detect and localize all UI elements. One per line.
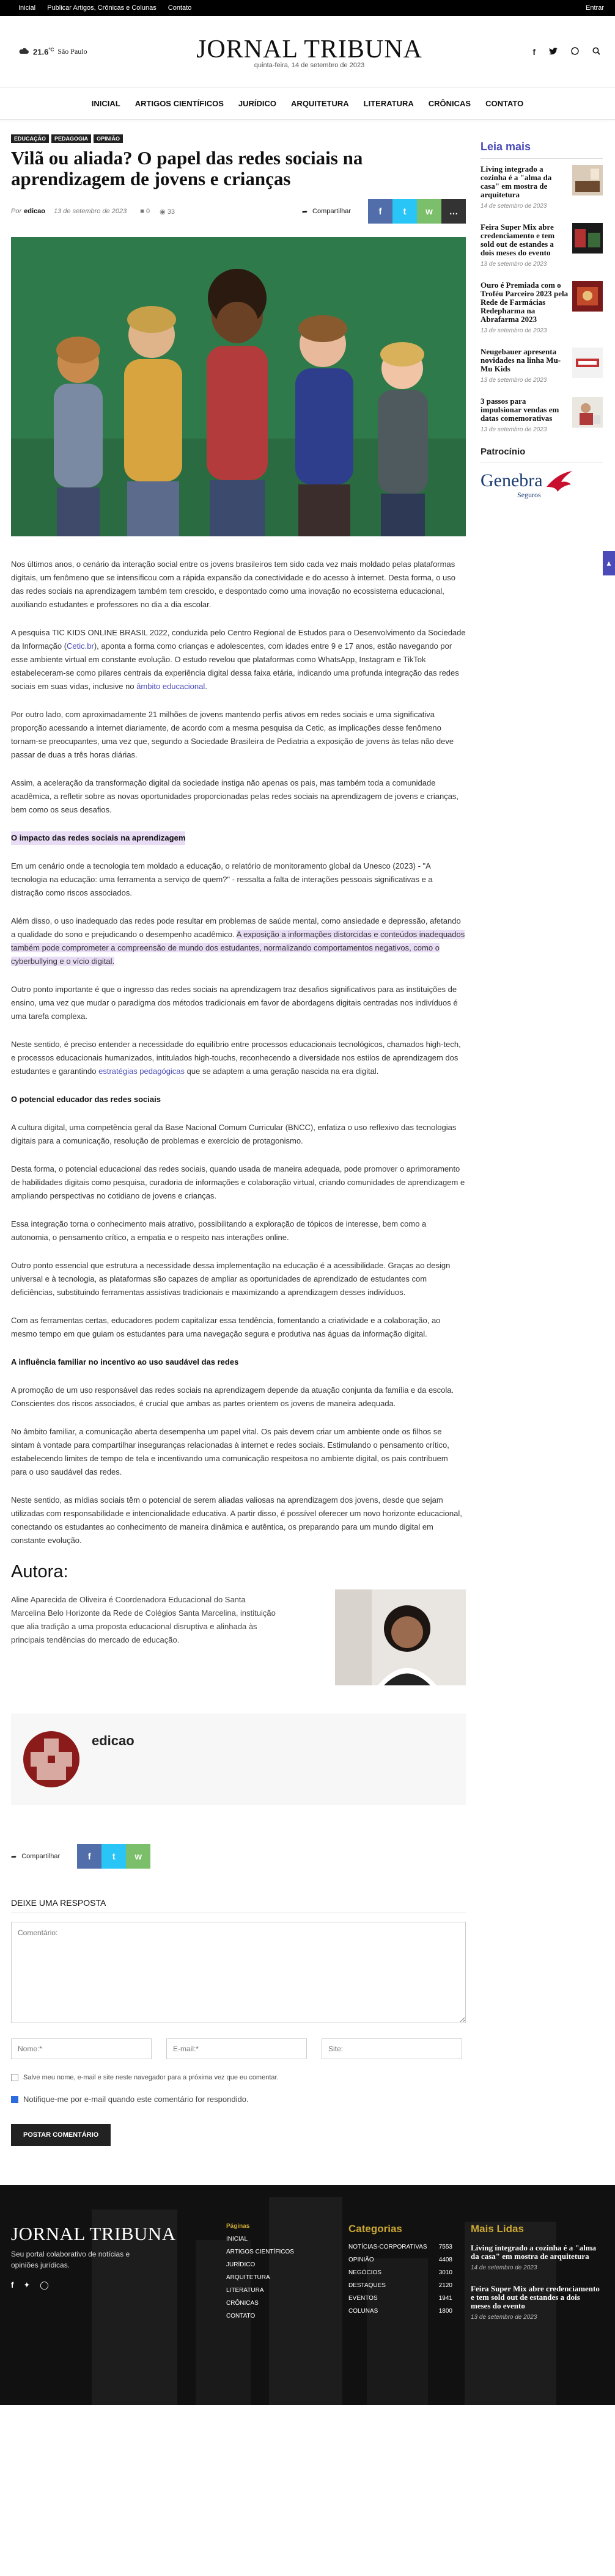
nav-inicial[interactable]: INICIAL (91, 99, 120, 108)
footer-twitter-icon[interactable]: ✦ (23, 2280, 31, 2290)
search-icon[interactable] (592, 47, 600, 57)
sidebar-thumb[interactable] (572, 281, 603, 312)
text-span: . (205, 682, 207, 691)
save-info-checkbox[interactable] (11, 2074, 18, 2081)
paragraph: Por outro lado, com aproximadamente 21 milhões de jovens mantendo perfis ativos em redes sociais e uma significativa proporção acessando a internet diariamente, de acordo com a mesma pesquisa da Cetic, as implicações desse fenômeno tornam-se preocupantes, uma vez que, segundo a Sociedade Brasileira de Pediatria a exposição de jovens às telas não deve passar de duas a três horas diárias. (11, 710, 454, 759)
weather-temp: 21.6 (33, 47, 49, 57)
bottom-share-facebook-button[interactable]: f (77, 1844, 101, 1869)
comments-count[interactable] (140, 208, 150, 216)
category-count: 2120 (438, 2282, 452, 2289)
text-span: Neste sentido, é preciso entender a necessidade do equilíbrio entre processos educacionais tecnológicos, chamados high-tech, e processos educacionais humanizados, intitulados high-touchs, reconhecendo a diversidade nos estilos de aprendizagem dos estudantes e garantindo (11, 1040, 461, 1076)
reply-heading: DEIXE UMA RESPOSTA (11, 1898, 106, 1908)
whatsapp-icon[interactable] (571, 47, 579, 57)
comment-textarea[interactable] (11, 1922, 466, 2023)
footer-category[interactable] (348, 2257, 452, 2263)
eye-icon: ◉ (160, 208, 166, 216)
sidebar-item-title[interactable]: Ouro é Premiada com o Troféu Parceiro 2023 pela Rede de Farmácias Redepharma na Abrafarma 2023 (481, 280, 569, 324)
article-body (11, 558, 466, 1547)
paragraph: Desta forma, o potencial educacional das redes sociais, quando usada de maneira adequada, pode promover o aprimoramento de habilidades digitais como pesquisa, curadoria de informações e colaboração virtual, criando comunidades de aprendizagem e ampliando perspectivas no cotidiano de jovens e crianças. (11, 1164, 465, 1200)
paragraph: No âmbito familiar, a comunicação aberta desempenha um papel vital. Os pais devem criar um ambiente onde os filhos se sintam à vontade para compartilhar inseguranças relacionadas à internet e redes sociais. Estimulando o pensamento crítico, estabelecendo limites de tempo de tela e incentivando uma comunicação respeitosa no ambiente digital, os pais contribuem para o uso saudável das redes. (11, 1427, 449, 1476)
paragraph: A promoção de um uso responsável das redes sociais na aprendizagem depende da atuação conjunta da família e da escola. Conscientes dos riscos associados, é crucial que ambas as partes orientem os jovens de maneira adequada. (11, 1385, 454, 1408)
footer-whatsapp-icon[interactable]: ◯ (40, 2280, 49, 2290)
sidebar-item-date: 14 de setembro de 2023 (481, 203, 547, 210)
sidebar-thumb[interactable] (572, 397, 603, 428)
comments-number: 0 (145, 207, 150, 215)
cetic-link[interactable]: Cetic.br (67, 641, 94, 651)
top-bar (0, 0, 615, 16)
site-field[interactable] (322, 2038, 462, 2059)
highlighted-text: A exposição a informações distorcidas e conteúdos inadequados também pode comprometer a compreensão de mundo dos estudantes, normalizando comportamentos negativos, como o cyberbullying e o vício digital. (11, 930, 465, 966)
weather-unit: °C (48, 46, 54, 53)
footer-page-link[interactable]: ARQUITETURA (226, 2274, 270, 2281)
estrategias-link[interactable]: estratégias pedagógicas (98, 1067, 185, 1076)
text-span: Além disso, o uso inadequado das redes pode resultar em problemas de saúde mental, como ansiedade e depressão, afetando a qualidade do sono e prejudicando o desempenho acadêmico. (11, 916, 461, 939)
category-name: OPINIÃO (348, 2257, 374, 2263)
sidebar-item-date: 13 de setembro de 2023 (481, 377, 547, 384)
footer-social (11, 2280, 226, 2290)
footer-category[interactable] (348, 2282, 452, 2289)
main-column (11, 120, 466, 2185)
category-name: NOTÍCIAS-CORPORATIVAS (348, 2244, 427, 2250)
footer-most-read (471, 2223, 602, 2405)
text-span: A pesquisa TIC KIDS ONLINE BRASIL 2022, conduzida pelo Centro Regional de Estudos para o Desenvolvimento da Sociedade da Informação ( (11, 628, 466, 651)
reply-section (11, 1898, 466, 2185)
author-photo (335, 1589, 466, 1685)
footer-cats-heading: Categorias (348, 2223, 402, 2235)
footer-facebook-icon[interactable]: f (11, 2280, 14, 2290)
sidebar-item-date: 13 de setembro de 2023 (481, 327, 547, 334)
sidebar-item-title[interactable]: Neugebauer apresenta novidades na linha Mu-Mu Kids (481, 347, 561, 373)
paragraph: Outro ponto essencial que estrutura a necessidade dessa implementação na educação é a acessibilidade. Graças ao design universal e à tecnologia, as plataformas são capazes de ampliar as oportunidades de aprendizado de estudantes com deficiências, substituindo ferramentas assistivas tradicionais e maximizando a aprendizagem desses indivíduos. (11, 1261, 451, 1297)
section-heading: A influência familiar no incentivo ao uso saudável das redes (11, 1357, 239, 1366)
facebook-icon[interactable]: f (532, 46, 536, 57)
save-info-label: Salve meu nome, e-mail e site neste navegador para a próxima vez que eu comentar. (23, 2074, 279, 2081)
weather-city: São Paulo (57, 46, 87, 56)
footer-category[interactable] (348, 2295, 452, 2302)
category-name: EVENTOS (348, 2295, 378, 2302)
bottom-share-bar (11, 1844, 466, 1869)
post-author[interactable]: edicao (24, 208, 45, 215)
sponsor-bird-icon (545, 469, 573, 493)
sidebar-thumb[interactable] (572, 223, 603, 254)
site-logo[interactable]: JORNAL TRIBUNA (196, 35, 422, 64)
footer-page-link[interactable]: CONTATO (226, 2313, 256, 2319)
post-counts (140, 208, 175, 216)
tag-educacao[interactable]: EDUCAÇÃO (11, 134, 49, 143)
sidebar-item-title[interactable]: 3 passos para impulsionar vendas em datas comemorativas (481, 396, 559, 423)
text-span: que se adaptem a uma geração nascida na era digital. (185, 1067, 379, 1076)
notify-label: Notifique-me por e-mail quando este comentário for respondido. (23, 2095, 249, 2104)
nav-artigos[interactable]: ARTIGOS CIENTÍFICOS (134, 99, 224, 108)
paragraph: Em um cenário onde a tecnologia tem moldado a educação, o relatório de monitoramento global da Unesco (2023) - "A tecnologia na educação: uma ferramenta a serviço de quem?" - ressalta a falta de interações pessoais significativas e a distração como riscos associados. (11, 861, 433, 897)
sidebar-item-title[interactable]: Feira Super Mix abre credenciamento e tem sold out de estandes a dois meses do evento (481, 222, 555, 257)
post-by: Por (11, 208, 22, 215)
share-bar (302, 199, 466, 224)
tag-pedagogia[interactable]: PEDAGOGIA (51, 134, 91, 143)
notify-row (11, 2095, 466, 2104)
share-whatsapp-button[interactable]: w (417, 199, 441, 224)
category-name: COLUNAS (348, 2308, 378, 2315)
post-date: 13 de setembro de 2023 (53, 208, 127, 215)
top-link-inicial[interactable]: Inicial (18, 4, 36, 12)
footer-desc: Seu portal colaborativo de notícias e opiniões jurídicas. (11, 2250, 130, 2269)
views-count (160, 208, 175, 216)
share-twitter-button[interactable]: t (392, 199, 417, 224)
nav-contato[interactable]: CONTATO (485, 99, 524, 108)
bottom-share-label: Compartilhar (21, 1853, 61, 1860)
footer-page-link[interactable]: JURÍDICO (226, 2261, 256, 2268)
nav-arquitetura[interactable]: ARQUITETURA (291, 99, 349, 108)
header-social (454, 47, 600, 57)
header-date: quinta-feira, 14 de setembro de 2023 (254, 61, 365, 69)
paragraph (11, 1038, 466, 1078)
footer-news-date: 13 de setembro de 2023 (471, 2314, 537, 2321)
email-field[interactable] (166, 2038, 307, 2059)
footer-category[interactable] (348, 2244, 452, 2250)
paragraph: Com as ferramentas certas, educadores podem capitalizar essa tendência, fomentando a criatividade e a colaboração, ao mesmo tempo em que guiam os estudantes para uma navegação segura e produtiva nas águas da informação digital. (11, 1316, 441, 1338)
sidebar-item-date: 13 de setembro de 2023 (481, 426, 547, 433)
sidebar-divider (481, 158, 603, 159)
category-count: 1800 (438, 2308, 452, 2315)
footer-category[interactable] (348, 2269, 452, 2276)
footer-page-link[interactable]: ARTIGOS CIENTÍFICOS (226, 2249, 294, 2255)
paragraph: Essa integração torna o conhecimento mais atrativo, possibilitando a exploração de tópicos de interesse, bem como a autonomia, o pensamento crítico, a empatia e o respeito nas interações online. (11, 1219, 427, 1242)
sidebar-item[interactable] (481, 348, 603, 384)
content-wrap (0, 120, 615, 2185)
nav-literatura[interactable]: LITERATURA (363, 99, 414, 108)
sponsor-sub: Seguros (517, 491, 541, 499)
category-name: DESTAQUES (348, 2282, 386, 2289)
save-info-row (11, 2073, 466, 2082)
top-links (18, 4, 201, 12)
share-more-button[interactable]: … (441, 199, 466, 224)
paragraph: Neste sentido, as mídias sociais têm o potencial de serem aliadas valiosas na aprendizagem dos jovens, desde que sejam utilizadas com responsabilidade e intencionalidade educativa. A partir disso, é possível oferecer um novo horizonte educacional, conectando os estudantes ao conhecimento de maneira dinâmica e autêntica, os preparando para um mundo digital em constante evolução. (11, 1495, 462, 1545)
footer-brand (11, 2223, 226, 2405)
sponsor-logo[interactable] (481, 469, 603, 500)
paragraph: A cultura digital, uma competência geral da Base Nacional Comum Curricular (BNCC), enfatiza o uso reflexivo das tecnologias digitais para a comunicação, resolução de problemas e exercício de protagonismo. (11, 1123, 457, 1145)
post-comment-button[interactable]: POSTAR COMENTÁRIO (11, 2124, 111, 2146)
author-card (11, 1713, 466, 1805)
weather-widget (18, 47, 165, 56)
share-facebook-button[interactable]: f (368, 199, 392, 224)
share-icon: ➦ (11, 1853, 17, 1861)
author-card-name[interactable]: edicao (92, 1733, 134, 1748)
sponsor-name: Genebra (481, 470, 543, 491)
footer-page-link[interactable]: INICIAL (226, 2236, 248, 2242)
post-tags (11, 134, 466, 143)
hero-image (11, 237, 466, 536)
nav-juridico[interactable]: JURÍDICO (238, 99, 277, 108)
name-field[interactable] (11, 2038, 152, 2059)
footer-news-heading: Mais Lidas (471, 2223, 524, 2235)
category-name: NEGÓCIOS (348, 2269, 381, 2276)
comment-icon: ■ (140, 207, 144, 215)
reply-fields (11, 2038, 466, 2059)
main-nav (0, 88, 615, 120)
category-count: 7553 (438, 2244, 452, 2250)
sidebar-item-title[interactable]: Living integrado a cozinha é a "alma da casa" em mostra de arquitetura (481, 164, 552, 199)
views-number: 33 (167, 208, 175, 216)
footer-news-date: 14 de setembro de 2023 (471, 2264, 537, 2271)
paragraph (11, 914, 466, 968)
sidebar-item[interactable] (481, 223, 603, 268)
logo-block (196, 35, 422, 69)
category-count: 3010 (438, 2269, 452, 2276)
footer-page-link[interactable]: CRÔNICAS (226, 2300, 259, 2307)
author-section (11, 1589, 466, 1685)
top-link-publicar[interactable]: Publicar Artigos, Crônicas e Colunas (47, 4, 157, 12)
post-title: Vilã ou aliada? O papel das redes sociais na aprendizagem de jovens e crianças (11, 147, 363, 189)
bottom-share-twitter-button[interactable]: t (101, 1844, 126, 1869)
sidebar-thumb[interactable] (572, 348, 603, 378)
ambito-link[interactable]: âmbito educacional (136, 682, 205, 691)
category-count: 1941 (438, 2295, 452, 2302)
cloud-icon (18, 47, 29, 56)
paragraph: Nos últimos anos, o cenário da interação social entre os jovens brasileiros tem sido cada vez mais moldado pelas plataformas digitais, um fenômeno que se intensificou com a rápida expansão da conectividade e do acesso à internet. Desta forma, o uso das redes sociais na aprendizagem também tem crescido, e despontado como uma inovação no ecossistema educacional, auxiliando estudantes e professores no dia a dia escolar. (11, 560, 455, 609)
login-link[interactable]: Entrar (586, 4, 604, 12)
footer-logo[interactable]: JORNAL TRIBUNA (11, 2223, 176, 2244)
paragraph (11, 626, 466, 693)
author-bio: Aline Aparecida de Oliveira é Coordenadora Educacional do Santa Marcelina Belo Horizonte da Rede de Colégios Santa Marcelina, instituição que alia tradição a uma proposta educacional disruptiva e alinhada às principais tendências do mercado de educação. (11, 1595, 276, 1644)
bottom-share-whatsapp-button[interactable]: w (126, 1844, 150, 1869)
footer-pages-heading: Páginas (226, 2223, 250, 2230)
sidebar (481, 120, 603, 2185)
footer-categories (348, 2223, 471, 2405)
text-span: ), aponta a forma como crianças e adolescentes, com idades entre 9 e 17 anos, estão navegando por esse ambiente virtual em constante evolução. O estudo revelou que plataformas como WhatsApp, Instagram e TikTok estabeleceram-se como pilares centrais da experiência digital dessa faixa etária, indicando uma profunda integração das redes sociais em suas vidas, inclusive no (11, 641, 459, 691)
tag-opiniao[interactable]: OPINIÃO (94, 134, 123, 143)
paragraph: Assim, a aceleração da transformação digital da sociedade instiga não apenas os pais, mas também toda a comunidade acadêmica, a refletir sobre as novas oportunidades proporcionadas pelas redes sociais na aprendizagem de jovens e crianças, bem como os seus desafios. (11, 778, 459, 814)
scroll-side-button[interactable]: ▲ (603, 551, 615, 575)
share-label: Compartilhar (312, 208, 351, 215)
share-icon: ➦ (301, 208, 308, 216)
sidebar-item[interactable] (481, 165, 603, 210)
notify-checkbox[interactable] (11, 2096, 18, 2103)
section-heading: O impacto das redes sociais na aprendizagem (11, 831, 185, 845)
site-footer (0, 2185, 615, 2405)
site-header (0, 16, 615, 88)
footer-pages (226, 2223, 348, 2405)
sidebar-heading: Leia mais (481, 140, 531, 153)
section-heading: O potencial educador das redes sociais (11, 1095, 161, 1104)
footer-category[interactable] (348, 2308, 452, 2315)
footer-news-title[interactable]: Feira Super Mix abre credenciamento e tem sold out de estandes a dois meses do evento (471, 2284, 600, 2310)
category-count: 4408 (438, 2257, 452, 2263)
sponsor-heading: Patrocínio (481, 447, 526, 457)
author-avatar[interactable] (23, 1731, 79, 1787)
twitter-icon[interactable] (549, 47, 558, 57)
nav-cronicas[interactable]: CRÔNICAS (428, 99, 471, 108)
sidebar-thumb[interactable] (572, 165, 603, 195)
post-meta (11, 199, 466, 224)
top-link-contato[interactable]: Contato (168, 4, 192, 12)
paragraph: Outro ponto importante é que o ingresso das redes sociais na aprendizagem traz desafios significativos para as instituições de ensino, uma vez que mudar o paradigma dos métodos tradicionais em favor de abordagens digitais centradas nos indivíduos é uma tarefa complexa. (11, 985, 458, 1021)
sidebar-item[interactable] (481, 281, 603, 334)
footer-news-title[interactable]: Living integrado a cozinha é a "alma da casa" em mostra de arquitetura (471, 2243, 597, 2261)
footer-page-link[interactable]: LITERATURA (226, 2287, 264, 2294)
sidebar-item-date: 13 de setembro de 2023 (481, 261, 547, 268)
sidebar-item[interactable] (481, 397, 603, 433)
author-section-title: Autora: (11, 1562, 68, 1582)
